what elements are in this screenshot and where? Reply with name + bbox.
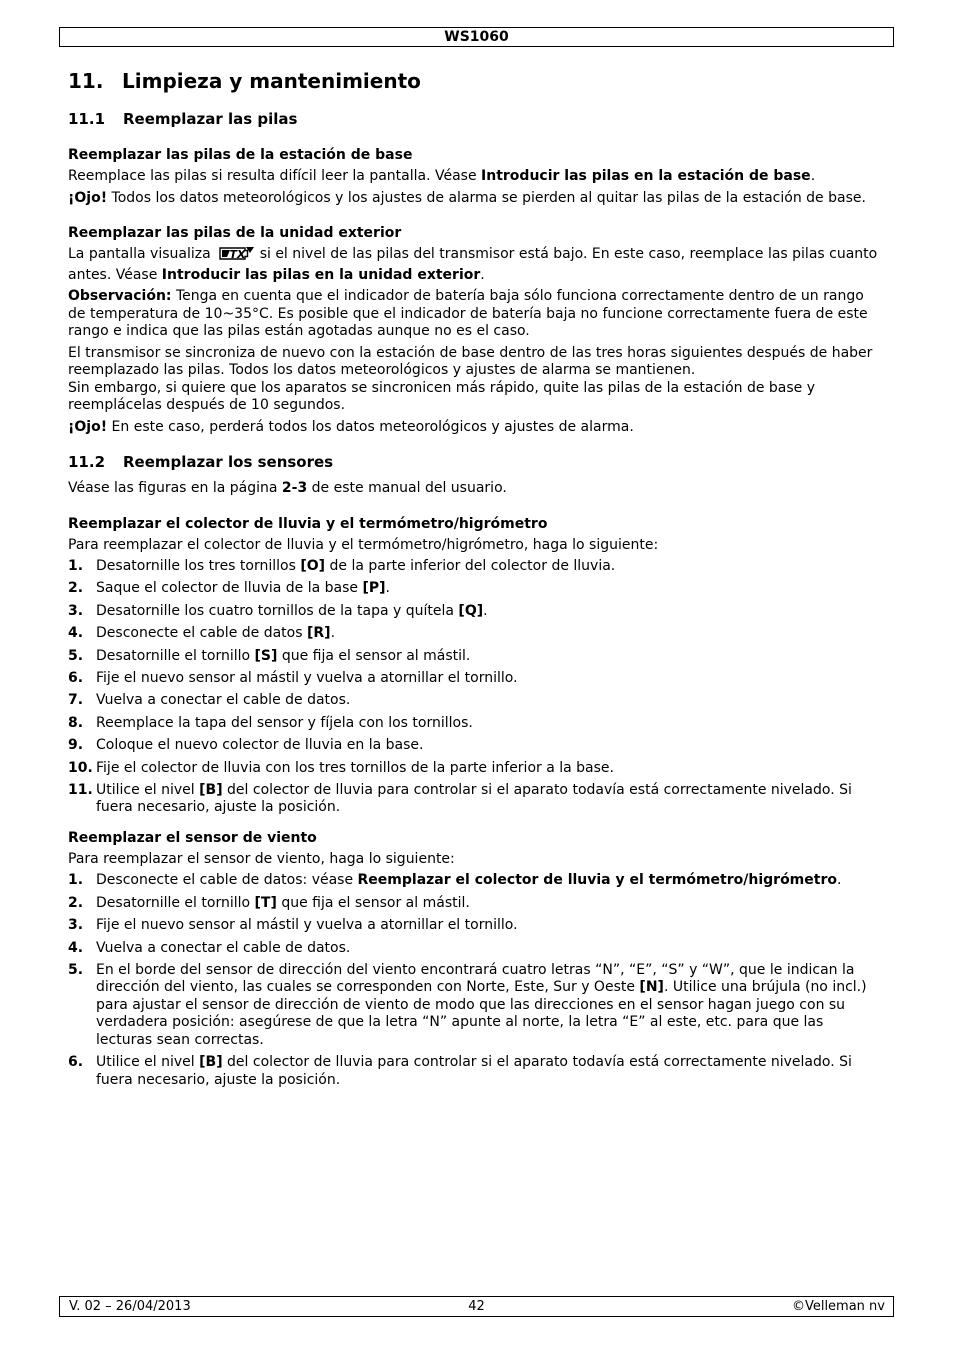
list-item (68, 603, 883, 621)
text: . (330, 625, 336, 642)
text: que fija el sensor al mástil. (276, 894, 470, 911)
base-paragraph-1 (68, 168, 883, 186)
section-number: 11. (68, 69, 104, 93)
list-item (68, 940, 883, 958)
page-header (59, 27, 894, 47)
outdoor-paragraph-2 (68, 288, 883, 341)
subsection-number-2: 11.2 (68, 453, 106, 471)
rain-intro: Para reemplazar el colector de lluvia y el termómetro/higrómetro, haga lo siguiente: (68, 536, 659, 553)
text: Fije el nuevo sensor al mástil y vuelva a atornillar el tornillo. (96, 917, 518, 934)
rain-heading: Reemplazar el colector de lluvia y el termómetro/higrómetro (68, 515, 548, 532)
part-ref: [B] (199, 781, 223, 798)
part-ref: [P] (362, 580, 386, 597)
step-number: 4. (68, 625, 84, 642)
base-heading: Reemplazar las pilas de la estación de base (68, 147, 413, 163)
text: . (836, 872, 842, 889)
note-label: Observación: (68, 288, 172, 304)
text: Reemplace la tapa del sensor y fíjela con los tornillos. (96, 714, 473, 731)
reference-link-text: Introducir las pilas en la estación de base (481, 168, 811, 184)
warning-label: ¡Ojo! (68, 189, 108, 206)
text: Reemplace las pilas si resulta difícil leer la pantalla. Véase (68, 168, 482, 184)
subsection-number-1: 11.1 (68, 110, 106, 128)
text: La pantalla visualiza (68, 246, 211, 262)
subsection-title-2 (68, 452, 883, 472)
list-item (68, 580, 883, 598)
outdoor-paragraph-1 (68, 246, 883, 284)
sensors-intro (68, 480, 883, 498)
list-item (68, 648, 883, 666)
page-footer (59, 1296, 894, 1317)
part-ref: [S] (254, 647, 278, 664)
text: Tenga en cuenta que el indicador de batería baja sólo funciona correctamente dentro de un rango de temperatura de 10~35°C. Es posible que el indicador de batería baja no funcione correctamente fuera de este rango e indica que las pilas están agotadas aunque no es el caso. (68, 288, 868, 339)
text: . (385, 580, 390, 597)
text: de este manual del usuario. (307, 480, 507, 496)
list-item (68, 558, 883, 576)
rain-steps-list (68, 558, 883, 817)
text: Todos los datos meteorológicos y los ajustes de alarma se pierden al quitar las pilas de la estación de base. (107, 189, 866, 206)
step-number: 7. (68, 692, 84, 709)
page-content (68, 65, 883, 1094)
outdoor-heading: Reemplazar las pilas de la unidad exterior (68, 225, 402, 241)
step-number: 8. (68, 714, 84, 731)
warning-label: ¡Ojo! (68, 418, 108, 435)
step-number: 2. (68, 580, 84, 597)
wind-heading: Reemplazar el sensor de viento (68, 829, 317, 846)
reference-link-text: Reemplazar el colector de lluvia y el termómetro/higrómetro (357, 872, 837, 889)
text: Desatornille el tornillo (96, 894, 255, 911)
section-title (68, 69, 883, 93)
text: Utilice el nivel (96, 781, 200, 798)
outdoor-paragraph-4: Sin embargo, si quiere que los aparatos se sincronicen más rápido, quite las pilas de la estación de base y reemplácelas después de 10 segundos. (68, 379, 816, 413)
text: En el borde del sensor de dirección del viento encontrará cuatro letras “N”, “E”, “S” y “W”, que le indican la dirección del viento, las cuales se corresponden con Norte, Este, Sur y Oeste (96, 961, 855, 996)
step-number: 5. (68, 961, 84, 978)
list-item (68, 670, 883, 688)
text: Fije el colector de lluvia con los tres tornillos de la parte inferior a la base. (96, 759, 614, 776)
part-ref: [T] (254, 894, 277, 911)
part-ref: [N] (639, 979, 664, 996)
step-number: 6. (68, 669, 84, 686)
text: Utilice el nivel (96, 1054, 200, 1071)
footer-version: V. 02 – 26/04/2013 (69, 1299, 191, 1314)
part-ref: [Q] (458, 602, 484, 619)
part-ref: [R] (306, 625, 331, 642)
text: Desconecte el cable de datos: véase (96, 872, 358, 889)
part-ref: [B] (199, 1054, 223, 1071)
step-number: 5. (68, 647, 84, 664)
step-number: 9. (68, 737, 84, 754)
text: Vuelva a conectar el cable de datos. (96, 692, 351, 709)
text: En este caso, perderá todos los datos meteorológicos y ajustes de alarma. (107, 418, 634, 435)
outdoor-paragraph-5 (68, 419, 883, 437)
part-ref: [O] (300, 558, 326, 574)
list-item (68, 760, 883, 778)
header-title: WS1060 (444, 29, 509, 45)
text: . (483, 602, 488, 619)
text: Desconecte el cable de datos (96, 625, 307, 642)
text: Coloque el nuevo colector de lluvia en la base. (96, 737, 424, 754)
text: del colector de lluvia para controlar si el aparato todavía está correctamente nivelado. Si fuera necesario, ajuste la posición. (96, 1054, 852, 1088)
text: . Utilice una brújula (no incl.) para ajustar el sensor de dirección de viento de modo que las direcciones en el sensor hagan juego con su verdadera posición: asegúrese de que la letra “N” apunte al norte, la letra “E” al este, etc. para que las lecturas sean correctas. (96, 979, 867, 1048)
base-paragraph-2 (68, 190, 883, 208)
footer-copyright: ©Velleman nv (791, 1299, 885, 1314)
outdoor-paragraph-3: El transmisor se sincroniza de nuevo con la estación de base dentro de las tres horas siguientes después de haber reemplazado las pilas. Todos los datos meteorológicos y ajustes de alarma se mantienen. (68, 344, 873, 378)
step-number: 11. (68, 781, 93, 798)
text: Desatornille el tornillo (96, 647, 255, 664)
text: Saque el colector de lluvia de la base (96, 580, 363, 597)
step-number: 4. (68, 939, 84, 956)
text: Desatornille los cuatro tornillos de la tapa y quítela (96, 602, 459, 619)
list-item (68, 625, 883, 643)
reference-link-text: Introducir las pilas en la unidad exterior (161, 266, 481, 283)
step-number: 3. (68, 602, 84, 619)
tx-low-battery-icon (219, 246, 255, 267)
list-item (68, 872, 883, 890)
text: Fije el nuevo sensor al mástil y vuelva a atornillar el tornillo. (96, 669, 518, 686)
section-title-text: Limpieza y mantenimiento (122, 69, 421, 93)
text: de la parte inferior del colector de lluvia. (325, 558, 616, 574)
footer-page-number: 42 (468, 1299, 485, 1314)
text: . (810, 168, 816, 184)
text: del colector de lluvia para controlar si el aparato todavía está correctamente nivelado. Si fuera necesario, ajuste la posición. (96, 781, 852, 816)
wind-intro: Para reemplazar el sensor de viento, haga lo siguiente: (68, 850, 455, 867)
subsection-title-text-1: Reemplazar las pilas (123, 110, 298, 128)
list-item (68, 782, 883, 817)
list-item (68, 692, 883, 710)
step-number: 1. (68, 558, 84, 574)
text: Vuelva a conectar el cable de datos. (96, 939, 351, 956)
page-reference: 2-3 (281, 480, 308, 496)
list-item (68, 917, 883, 935)
text: Véase las figuras en la página (68, 480, 282, 496)
step-number: 6. (68, 1054, 84, 1071)
svg-text:TX: TX (229, 248, 246, 261)
step-number: 1. (68, 872, 84, 889)
subsection-title-text-2: Reemplazar los sensores (123, 453, 334, 471)
text: . (480, 266, 485, 283)
text: si el nivel de las pilas del transmisor está bajo. En este caso, reemplace las pilas cuanto antes. Véase (68, 246, 878, 283)
wind-steps-list (68, 872, 883, 1089)
step-number: 2. (68, 894, 84, 911)
step-number: 10. (68, 759, 93, 776)
step-number: 3. (68, 917, 84, 934)
subsection-title-1 (68, 109, 883, 129)
list-item (68, 737, 883, 755)
list-item (68, 1054, 883, 1089)
text: Desatornille los tres tornillos (96, 558, 301, 574)
list-item (68, 715, 883, 733)
list-item (68, 962, 883, 1050)
text: que fija el sensor al mástil. (277, 647, 471, 664)
list-item (68, 895, 883, 913)
